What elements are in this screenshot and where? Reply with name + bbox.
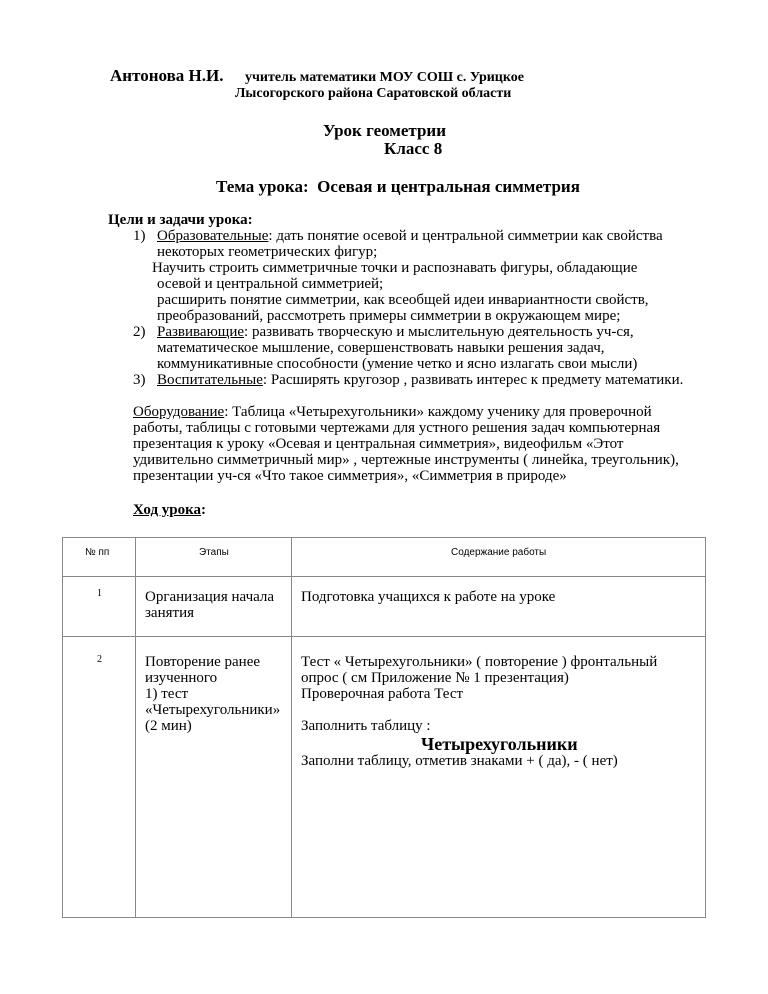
- row-2-content-line-3: Проверочная работа Тест: [301, 686, 464, 702]
- author-name: Антонова Н.И.: [110, 66, 224, 85]
- equipment-line-3: презентация к уроку «Осевая и центральная симметрия», видеофильм «Этот: [133, 436, 624, 452]
- lesson-plan-table: [62, 537, 706, 918]
- row-2-stage-line-4: «Четырехугольники»: [145, 702, 281, 718]
- goal-1-line-6: преобразований, рассмотреть примеры симметрии в окружающем мире;: [157, 308, 621, 324]
- lesson-topic: [216, 177, 580, 197]
- header-stages: Этапы: [199, 547, 229, 558]
- author-school-region: Лысогорского района Саратовской области: [235, 86, 512, 101]
- row-2-content-line-5: Заполнить таблицу :: [301, 718, 431, 734]
- equipment-line-4: удивительно симметричный мир» , чертежные инструменты ( линейка, треугольник),: [133, 452, 679, 468]
- table-column-divider: [135, 538, 136, 917]
- row-1-content: Подготовка учащихся к работе на уроке: [301, 589, 556, 605]
- equipment-label: Оборудование: [133, 404, 225, 420]
- row-2-stage-line-1: Повторение ранее: [145, 654, 261, 670]
- row-1-number: 1: [97, 588, 102, 599]
- course-heading: Ход урока:: [133, 502, 207, 518]
- topic-text: Осевая и центральная симметрия: [317, 177, 580, 196]
- lesson-grade: Класс 8: [384, 139, 443, 158]
- row-2-number: 2: [97, 654, 102, 665]
- row-2-stage-line-5: (2 мин): [145, 718, 192, 734]
- goal-1-line-2: некоторых геометрических фигур;: [157, 244, 378, 260]
- goal-1-line-5: расширить понятие симметрии, как всеобщей идеи инвариантности свойств,: [157, 292, 649, 308]
- quadrilaterals-table-title: Четырехугольники: [421, 734, 578, 754]
- goal-2-line-1: Развивающие: развивать творческую и мыслительную деятельность уч-ся,: [157, 324, 634, 340]
- row-2-stage-line-3: 1) тест: [145, 686, 189, 702]
- row-2-content-line-1: Тест « Четырехугольники» ( повторение ) фронтальный: [301, 654, 658, 670]
- goal-1-label: Образовательные: [157, 228, 269, 244]
- fill-table-instruction: Заполни таблицу, отметив знаками + ( да), - ( нет): [301, 753, 618, 769]
- header-content: Содержание работы: [451, 547, 547, 558]
- equipment-line-5: презентации уч-ся «Что такое симметрия», «Симметрия в природе»: [133, 468, 567, 484]
- goal-1-number: 1): [133, 228, 146, 244]
- goal-1-line-1: Образовательные: дать понятие осевой и центральной симметрии как свойства: [157, 228, 663, 244]
- goal-1-line-4: осевой и центральной симметрией;: [157, 276, 384, 292]
- table-row-divider: [63, 576, 705, 577]
- row-2-stage-line-2: изученного: [145, 670, 218, 686]
- table-column-divider: [291, 538, 292, 917]
- goals-heading: Цели и задачи урока:: [108, 212, 253, 228]
- row-1-stage-line-2: занятия: [145, 605, 194, 621]
- row-1-stage-line-1: Организация начала: [145, 589, 275, 605]
- goal-3-line-1: Воспитательные: Расширять кругозор , развивать интерес к предмету математики.: [157, 372, 684, 388]
- goal-2-line-3: коммуникативные способности (умение четко и ясно излагать свои мысли): [157, 356, 638, 372]
- goal-2-label: Развивающие: [157, 324, 245, 340]
- goal-1-line-3: Научить строить симметричные точки и распознавать фигуры, обладающие: [152, 260, 638, 276]
- table-row-divider: [63, 636, 705, 637]
- lesson-title: Урок геометрии: [323, 121, 447, 140]
- header-number: № пп: [85, 547, 110, 558]
- equipment-line-2: работы, таблицы с готовыми чертежами для устного решения задач компьютерная: [133, 420, 661, 436]
- goal-3-number: 3): [133, 372, 146, 388]
- row-2-content-line-2: опрос ( см Приложение № 1 презентация): [301, 670, 569, 686]
- author-position: учитель математики МОУ СОШ с. Урицкое: [245, 70, 524, 85]
- equipment-line-1: Оборудование: Таблица «Четырехугольники» каждому ученику для проверочной: [133, 404, 652, 420]
- goal-2-line-2: математическое мышление, совершенствовать навыки решения задач,: [157, 340, 605, 356]
- goal-2-number: 2): [133, 324, 146, 340]
- goal-3-label: Воспитательные: [157, 372, 263, 388]
- topic-label: Тема урока:: [216, 177, 309, 196]
